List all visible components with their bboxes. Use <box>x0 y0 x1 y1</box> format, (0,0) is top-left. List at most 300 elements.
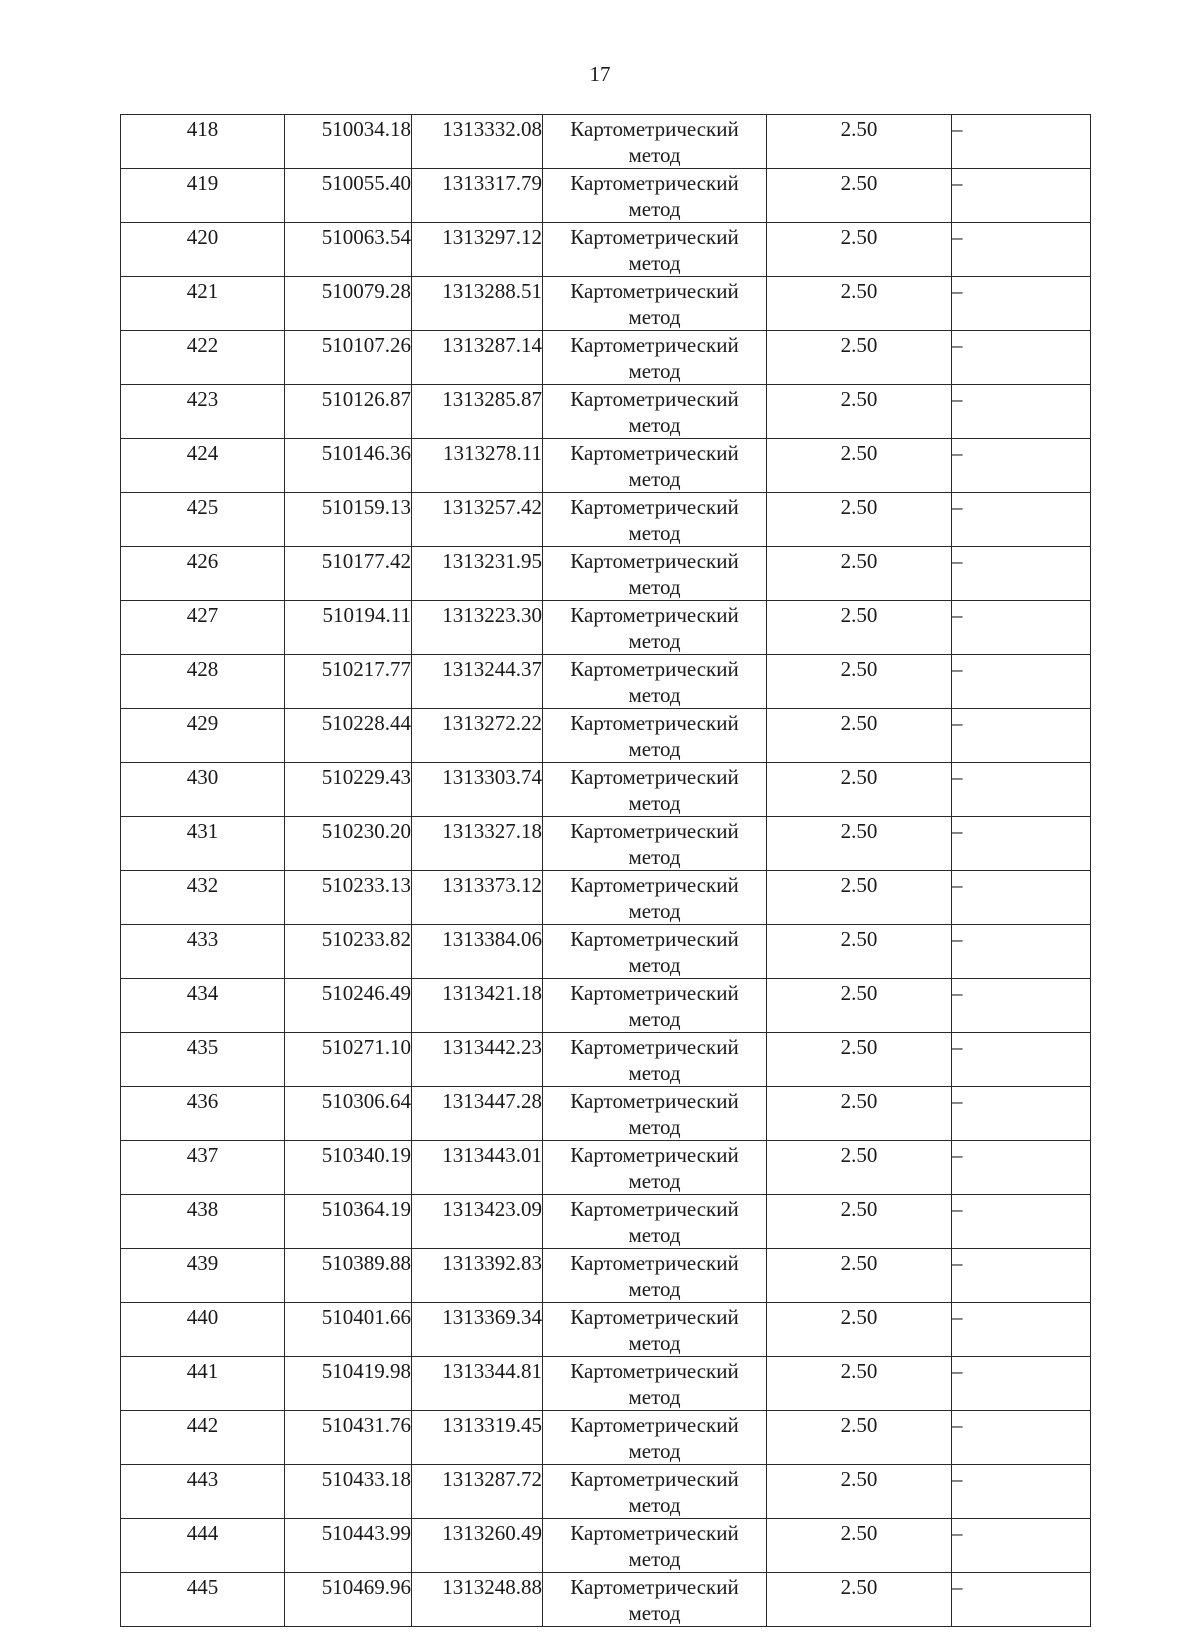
note-cell <box>952 169 1091 223</box>
x-coordinate-cell-text: 510159.13 <box>321 495 411 519</box>
point-number-cell <box>121 385 285 439</box>
page-number: 17 <box>589 62 611 86</box>
x-coordinate-cell-text: 510230.20 <box>321 819 411 843</box>
table-row <box>121 223 1091 277</box>
point-number-cell-text: 445 <box>186 1575 219 1599</box>
accuracy-cell-text: 2.50 <box>840 1413 878 1437</box>
table-row <box>121 1303 1091 1357</box>
accuracy-cell-text: 2.50 <box>840 711 878 735</box>
y-coordinate-cell-text: 1313257.42 <box>442 495 542 519</box>
table-row <box>121 709 1091 763</box>
note-cell <box>952 1357 1091 1411</box>
method-cell <box>543 925 767 979</box>
x-coordinate-cell <box>285 385 412 439</box>
accuracy-cell <box>767 1465 952 1519</box>
note-cell <box>952 331 1091 385</box>
method-cell-text: Картометрический метод <box>570 225 739 275</box>
x-coordinate-cell-text: 510177.42 <box>321 549 411 573</box>
method-cell-text: Картометрический метод <box>570 1359 739 1409</box>
y-coordinate-cell <box>412 1573 543 1627</box>
y-coordinate-cell-text: 1313384.06 <box>442 927 542 951</box>
note-cell <box>952 709 1091 763</box>
table-row <box>121 871 1091 925</box>
note-cell-text: – <box>952 117 963 141</box>
table-row <box>121 439 1091 493</box>
accuracy-cell-text: 2.50 <box>840 549 878 573</box>
y-coordinate-cell <box>412 1519 543 1573</box>
note-cell <box>952 385 1091 439</box>
method-cell <box>543 1357 767 1411</box>
table-row <box>121 1357 1091 1411</box>
note-cell-text: – <box>952 333 963 357</box>
point-number-cell <box>121 1411 285 1465</box>
x-coordinate-cell-text: 510079.28 <box>321 279 411 303</box>
point-number-cell <box>121 169 285 223</box>
point-number-cell <box>121 547 285 601</box>
point-number-cell-text: 441 <box>186 1359 219 1383</box>
table-row <box>121 547 1091 601</box>
point-number-cell <box>121 1033 285 1087</box>
y-coordinate-cell <box>412 763 543 817</box>
method-cell-text: Картометрический метод <box>570 549 739 599</box>
x-coordinate-cell-text: 510126.87 <box>321 387 411 411</box>
y-coordinate-cell <box>412 1357 543 1411</box>
y-coordinate-cell-text: 1313297.12 <box>442 225 542 249</box>
table-row <box>121 601 1091 655</box>
x-coordinate-cell <box>285 1033 412 1087</box>
y-coordinate-cell-text: 1313327.18 <box>442 819 542 843</box>
y-coordinate-cell-text: 1313319.45 <box>442 1413 542 1437</box>
point-number-cell-text: 437 <box>186 1143 219 1167</box>
table-row <box>121 979 1091 1033</box>
method-cell-text: Картометрический метод <box>570 711 739 761</box>
accuracy-cell <box>767 1357 952 1411</box>
note-cell <box>952 223 1091 277</box>
y-coordinate-cell <box>412 1303 543 1357</box>
y-coordinate-cell <box>412 979 543 1033</box>
method-cell <box>543 655 767 709</box>
y-coordinate-cell <box>412 169 543 223</box>
note-cell-text: – <box>952 1197 963 1221</box>
y-coordinate-cell-text: 1313223.30 <box>442 603 542 627</box>
x-coordinate-cell-text: 510055.40 <box>321 171 411 195</box>
x-coordinate-cell-text: 510433.18 <box>321 1467 411 1491</box>
method-cell-text: Картометрический метод <box>570 441 739 491</box>
method-cell <box>543 1141 767 1195</box>
note-cell <box>952 817 1091 871</box>
method-cell <box>543 817 767 871</box>
accuracy-cell-text: 2.50 <box>840 1251 878 1275</box>
note-cell-text: – <box>952 1521 963 1545</box>
note-cell-text: – <box>952 1575 963 1599</box>
accuracy-cell-text: 2.50 <box>840 873 878 897</box>
accuracy-cell <box>767 277 952 331</box>
x-coordinate-cell-text: 510443.99 <box>321 1521 411 1545</box>
note-cell-text: – <box>952 387 963 411</box>
note-cell-text: – <box>952 1359 963 1383</box>
method-cell <box>543 1033 767 1087</box>
method-cell <box>543 871 767 925</box>
table-row <box>121 1195 1091 1249</box>
note-cell <box>952 655 1091 709</box>
table-row <box>121 655 1091 709</box>
point-number-cell-text: 438 <box>186 1197 219 1221</box>
note-cell-text: – <box>952 603 963 627</box>
point-number-cell <box>121 1141 285 1195</box>
note-cell-text: – <box>952 981 963 1005</box>
point-number-cell <box>121 871 285 925</box>
point-number-cell-text: 422 <box>186 333 219 357</box>
method-cell <box>543 547 767 601</box>
accuracy-cell <box>767 601 952 655</box>
table-row <box>121 1141 1091 1195</box>
accuracy-cell <box>767 1573 952 1627</box>
accuracy-cell <box>767 1141 952 1195</box>
note-cell <box>952 1249 1091 1303</box>
y-coordinate-cell-text: 1313373.12 <box>442 873 542 897</box>
table-row <box>121 115 1091 169</box>
point-number-cell <box>121 1519 285 1573</box>
x-coordinate-cell-text: 510233.82 <box>321 927 411 951</box>
x-coordinate-cell-text: 510340.19 <box>321 1143 411 1167</box>
accuracy-cell <box>767 1087 952 1141</box>
method-cell-text: Картометрический метод <box>570 819 739 869</box>
y-coordinate-cell <box>412 385 543 439</box>
point-number-cell <box>121 601 285 655</box>
table-row <box>121 1465 1091 1519</box>
x-coordinate-cell <box>285 1519 412 1573</box>
x-coordinate-cell-text: 510107.26 <box>321 333 411 357</box>
y-coordinate-cell-text: 1313248.88 <box>442 1575 542 1599</box>
x-coordinate-cell-text: 510233.13 <box>321 873 411 897</box>
accuracy-cell <box>767 979 952 1033</box>
accuracy-cell-text: 2.50 <box>840 819 878 843</box>
x-coordinate-cell-text: 510364.19 <box>321 1197 411 1221</box>
note-cell-text: – <box>952 819 963 843</box>
x-coordinate-cell <box>285 547 412 601</box>
point-number-cell <box>121 1573 285 1627</box>
point-number-cell <box>121 115 285 169</box>
point-number-cell <box>121 1195 285 1249</box>
y-coordinate-cell-text: 1313278.11 <box>443 441 542 465</box>
point-number-cell-text: 431 <box>186 819 219 843</box>
x-coordinate-cell <box>285 1141 412 1195</box>
accuracy-cell <box>767 331 952 385</box>
point-number-cell-text: 439 <box>186 1251 219 1275</box>
method-cell-text: Картометрический метод <box>570 1521 739 1571</box>
method-cell-text: Картометрический метод <box>570 981 739 1031</box>
method-cell-text: Картометрический метод <box>570 1305 739 1355</box>
coordinates-table-body <box>121 115 1091 1627</box>
y-coordinate-cell <box>412 1195 543 1249</box>
note-cell <box>952 1195 1091 1249</box>
method-cell-text: Картометрический метод <box>570 1251 739 1301</box>
table-row <box>121 277 1091 331</box>
x-coordinate-cell-text: 510194.11 <box>322 603 411 627</box>
accuracy-cell-text: 2.50 <box>840 117 878 141</box>
y-coordinate-cell-text: 1313447.28 <box>442 1089 542 1113</box>
method-cell-text: Картометрический метод <box>570 1089 739 1139</box>
point-number-cell <box>121 1087 285 1141</box>
point-number-cell-text: 428 <box>186 657 219 681</box>
y-coordinate-cell-text: 1313287.14 <box>442 333 542 357</box>
y-coordinate-cell-text: 1313421.18 <box>442 981 542 1005</box>
x-coordinate-cell-text: 510217.77 <box>321 657 411 681</box>
method-cell-text: Картометрический метод <box>570 1413 739 1463</box>
accuracy-cell-text: 2.50 <box>840 1575 878 1599</box>
accuracy-cell <box>767 1195 952 1249</box>
method-cell-text: Картометрический метод <box>570 1035 739 1085</box>
point-number-cell-text: 425 <box>186 495 219 519</box>
x-coordinate-cell-text: 510431.76 <box>321 1413 411 1437</box>
y-coordinate-cell-text: 1313244.37 <box>442 657 542 681</box>
point-number-cell <box>121 1303 285 1357</box>
note-cell-text: – <box>952 873 963 897</box>
table-row <box>121 817 1091 871</box>
y-coordinate-cell <box>412 655 543 709</box>
y-coordinate-cell <box>412 277 543 331</box>
point-number-cell <box>121 1357 285 1411</box>
note-cell-text: – <box>952 1035 963 1059</box>
point-number-cell <box>121 979 285 1033</box>
accuracy-cell-text: 2.50 <box>840 333 878 357</box>
x-coordinate-cell <box>285 925 412 979</box>
y-coordinate-cell <box>412 547 543 601</box>
accuracy-cell <box>767 1033 952 1087</box>
y-coordinate-cell-text: 1313272.22 <box>442 711 542 735</box>
note-cell <box>952 601 1091 655</box>
x-coordinate-cell-text: 510034.18 <box>321 117 411 141</box>
method-cell <box>543 331 767 385</box>
table-row <box>121 763 1091 817</box>
x-coordinate-cell <box>285 817 412 871</box>
x-coordinate-cell-text: 510469.96 <box>321 1575 411 1599</box>
y-coordinate-cell-text: 1313392.83 <box>442 1251 542 1275</box>
note-cell-text: – <box>952 1305 963 1329</box>
accuracy-cell-text: 2.50 <box>840 441 878 465</box>
accuracy-cell <box>767 169 952 223</box>
method-cell-text: Картометрический метод <box>570 387 739 437</box>
x-coordinate-cell-text: 510306.64 <box>321 1089 411 1113</box>
method-cell <box>543 763 767 817</box>
y-coordinate-cell <box>412 709 543 763</box>
accuracy-cell-text: 2.50 <box>840 1359 878 1383</box>
x-coordinate-cell <box>285 979 412 1033</box>
x-coordinate-cell <box>285 1087 412 1141</box>
y-coordinate-cell-text: 1313288.51 <box>442 279 542 303</box>
note-cell-text: – <box>952 549 963 573</box>
table-row <box>121 169 1091 223</box>
x-coordinate-cell <box>285 493 412 547</box>
y-coordinate-cell-text: 1313231.95 <box>442 549 542 573</box>
point-number-cell <box>121 925 285 979</box>
table-row <box>121 1573 1091 1627</box>
x-coordinate-cell-text: 510246.49 <box>321 981 411 1005</box>
accuracy-cell <box>767 115 952 169</box>
accuracy-cell-text: 2.50 <box>840 1143 878 1167</box>
method-cell-text: Картометрический метод <box>570 117 739 167</box>
method-cell <box>543 1411 767 1465</box>
accuracy-cell-text: 2.50 <box>840 1035 878 1059</box>
y-coordinate-cell-text: 1313443.01 <box>442 1143 542 1167</box>
y-coordinate-cell <box>412 1141 543 1195</box>
point-number-cell-text: 427 <box>186 603 219 627</box>
y-coordinate-cell <box>412 1465 543 1519</box>
x-coordinate-cell <box>285 439 412 493</box>
x-coordinate-cell-text: 510271.10 <box>321 1035 411 1059</box>
point-number-cell <box>121 709 285 763</box>
x-coordinate-cell <box>285 1357 412 1411</box>
note-cell <box>952 277 1091 331</box>
x-coordinate-cell-text: 510146.36 <box>321 441 411 465</box>
method-cell-text: Картометрический метод <box>570 603 739 653</box>
accuracy-cell <box>767 385 952 439</box>
accuracy-cell-text: 2.50 <box>840 1089 878 1113</box>
note-cell <box>952 1465 1091 1519</box>
accuracy-cell-text: 2.50 <box>840 1305 878 1329</box>
accuracy-cell-text: 2.50 <box>840 279 878 303</box>
y-coordinate-cell-text: 1313442.23 <box>442 1035 542 1059</box>
note-cell-text: – <box>952 1413 963 1437</box>
method-cell-text: Картометрический метод <box>570 873 739 923</box>
y-coordinate-cell <box>412 115 543 169</box>
accuracy-cell-text: 2.50 <box>840 657 878 681</box>
method-cell <box>543 601 767 655</box>
accuracy-cell-text: 2.50 <box>840 1197 878 1221</box>
note-cell-text: – <box>952 657 963 681</box>
method-cell <box>543 385 767 439</box>
x-coordinate-cell-text: 510229.43 <box>321 765 411 789</box>
x-coordinate-cell <box>285 871 412 925</box>
note-cell <box>952 1033 1091 1087</box>
note-cell-text: – <box>952 279 963 303</box>
accuracy-cell-text: 2.50 <box>840 495 878 519</box>
x-coordinate-cell <box>285 331 412 385</box>
point-number-cell <box>121 277 285 331</box>
method-cell-text: Картометрический метод <box>570 1467 739 1517</box>
table-row <box>121 1519 1091 1573</box>
note-cell <box>952 925 1091 979</box>
x-coordinate-cell <box>285 223 412 277</box>
accuracy-cell-text: 2.50 <box>840 1521 878 1545</box>
method-cell-text: Картометрический метод <box>570 765 739 815</box>
point-number-cell-text: 443 <box>186 1467 219 1491</box>
table-row <box>121 493 1091 547</box>
y-coordinate-cell <box>412 925 543 979</box>
point-number-cell-text: 426 <box>186 549 219 573</box>
method-cell-text: Картометрический метод <box>570 279 739 329</box>
note-cell-text: – <box>952 1251 963 1275</box>
x-coordinate-cell <box>285 1195 412 1249</box>
accuracy-cell-text: 2.50 <box>840 603 878 627</box>
accuracy-cell <box>767 1519 952 1573</box>
note-cell <box>952 439 1091 493</box>
point-number-cell <box>121 223 285 277</box>
point-number-cell-text: 420 <box>186 225 219 249</box>
accuracy-cell <box>767 1411 952 1465</box>
y-coordinate-cell <box>412 1411 543 1465</box>
accuracy-cell-text: 2.50 <box>840 927 878 951</box>
x-coordinate-cell-text: 510389.88 <box>321 1251 411 1275</box>
x-coordinate-cell <box>285 277 412 331</box>
y-coordinate-cell-text: 1313317.79 <box>442 171 542 195</box>
point-number-cell-text: 436 <box>186 1089 219 1113</box>
x-coordinate-cell-text: 510419.98 <box>321 1359 411 1383</box>
method-cell-text: Картометрический метод <box>570 927 739 977</box>
method-cell <box>543 1195 767 1249</box>
method-cell-text: Картометрический метод <box>570 1143 739 1193</box>
x-coordinate-cell <box>285 169 412 223</box>
y-coordinate-cell <box>412 331 543 385</box>
y-coordinate-cell-text: 1313344.81 <box>442 1359 542 1383</box>
method-cell-text: Картометрический метод <box>570 171 739 221</box>
point-number-cell <box>121 763 285 817</box>
point-number-cell <box>121 493 285 547</box>
table-row <box>121 925 1091 979</box>
y-coordinate-cell <box>412 439 543 493</box>
accuracy-cell <box>767 655 952 709</box>
note-cell <box>952 1411 1091 1465</box>
point-number-cell-text: 419 <box>186 171 219 195</box>
y-coordinate-cell-text: 1313260.49 <box>442 1521 542 1545</box>
accuracy-cell <box>767 925 952 979</box>
method-cell <box>543 439 767 493</box>
x-coordinate-cell-text: 510401.66 <box>321 1305 411 1329</box>
method-cell <box>543 1519 767 1573</box>
note-cell-text: – <box>952 495 963 519</box>
accuracy-cell-text: 2.50 <box>840 1467 878 1491</box>
accuracy-cell-text: 2.50 <box>840 981 878 1005</box>
method-cell-text: Картометрический метод <box>570 1197 739 1247</box>
method-cell <box>543 1465 767 1519</box>
point-number-cell-text: 432 <box>186 873 219 897</box>
accuracy-cell <box>767 763 952 817</box>
x-coordinate-cell-text: 510063.54 <box>321 225 411 249</box>
note-cell <box>952 547 1091 601</box>
table-row <box>121 1087 1091 1141</box>
method-cell <box>543 709 767 763</box>
accuracy-cell-text: 2.50 <box>840 765 878 789</box>
y-coordinate-cell-text: 1313332.08 <box>442 117 542 141</box>
point-number-cell-text: 421 <box>186 279 219 303</box>
accuracy-cell <box>767 1249 952 1303</box>
note-cell <box>952 115 1091 169</box>
point-number-cell <box>121 331 285 385</box>
point-number-cell-text: 418 <box>186 117 219 141</box>
point-number-cell-text: 434 <box>186 981 219 1005</box>
note-cell-text: – <box>952 1089 963 1113</box>
x-coordinate-cell <box>285 1573 412 1627</box>
method-cell <box>543 1303 767 1357</box>
x-coordinate-cell <box>285 655 412 709</box>
note-cell <box>952 1303 1091 1357</box>
x-coordinate-cell <box>285 1249 412 1303</box>
point-number-cell-text: 435 <box>186 1035 219 1059</box>
method-cell <box>543 493 767 547</box>
method-cell <box>543 277 767 331</box>
method-cell-text: Картометрический метод <box>570 495 739 545</box>
x-coordinate-cell <box>285 601 412 655</box>
accuracy-cell <box>767 439 952 493</box>
y-coordinate-cell <box>412 223 543 277</box>
table-row <box>121 1249 1091 1303</box>
method-cell <box>543 115 767 169</box>
x-coordinate-cell <box>285 1303 412 1357</box>
accuracy-cell <box>767 223 952 277</box>
y-coordinate-cell <box>412 1249 543 1303</box>
point-number-cell-text: 429 <box>186 711 219 735</box>
accuracy-cell <box>767 709 952 763</box>
